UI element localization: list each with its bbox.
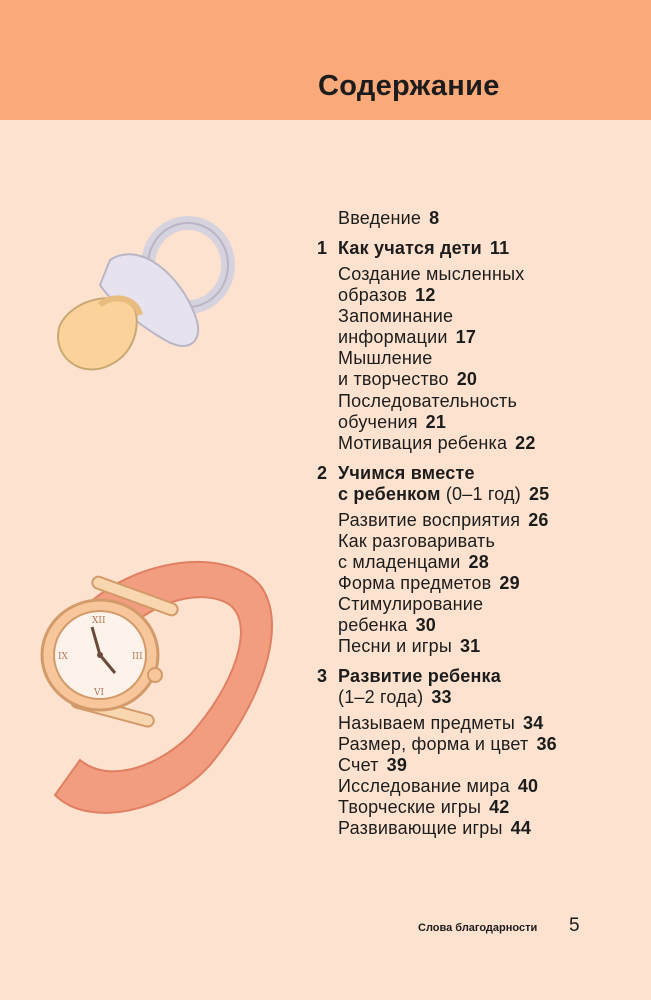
chapter-number: 2 (317, 463, 328, 483)
toc-chapter-3[interactable] (338, 666, 501, 708)
svg-text:VI: VI (94, 688, 105, 698)
toc-entry-page: 11 (489, 238, 510, 258)
toc-entry[interactable] (338, 433, 536, 454)
toc-entry-page: 25 (528, 484, 550, 504)
toc-entry-label: ребенка (338, 615, 408, 635)
toc-entry-label: Творческие игры (338, 797, 482, 817)
svg-text:IX: IX (58, 652, 68, 662)
chapter-title: Как учатся дети (338, 238, 482, 258)
toc-entry-page: 29 (499, 573, 520, 593)
chapter-number: 1 (317, 238, 328, 258)
toc-entry-page: 8 (429, 208, 440, 228)
toc-entry-page: 12 (415, 285, 436, 305)
toc-entry-label: и творчество (338, 369, 449, 389)
toc-entry[interactable] (338, 818, 531, 839)
svg-text:XII: XII (92, 616, 106, 626)
toc-entry-label: Мотивация ребенка (338, 433, 508, 453)
toc-entry-label: Форма предметов (338, 573, 492, 593)
toc-entry[interactable] (338, 573, 520, 594)
toc-entry-label: Называем предметы (338, 713, 516, 733)
toc-entry-label: Создание мысленных (338, 264, 525, 284)
toc-entry[interactable] (338, 734, 557, 755)
toc-entry-label: Запоминание (338, 306, 454, 326)
toc-entry-page: 30 (415, 615, 436, 635)
toc-entry[interactable] (338, 594, 483, 636)
toc-entry-label: Развивающие игры (338, 818, 503, 838)
toc-chapter-1[interactable] (338, 238, 509, 259)
chapter-number: 3 (317, 666, 328, 686)
toc-entry[interactable] (338, 391, 517, 433)
toc-entry[interactable] (338, 510, 549, 531)
svg-text:III: III (132, 652, 143, 662)
chapter-title: с ребенком (338, 484, 441, 504)
toc-entry-label: Развитие восприятия (338, 510, 521, 530)
toc-entry-page: 20 (456, 369, 478, 389)
toc-entry-page: 34 (523, 713, 544, 733)
toc-chapter-2[interactable] (338, 463, 549, 505)
toc-entry-page: 44 (510, 818, 532, 838)
toc-entry-label: образов (338, 285, 408, 305)
toc-entry[interactable] (338, 306, 476, 348)
toc-entry-label: Как разговаривать (338, 531, 496, 551)
chapter-title: Развитие ребенка (338, 666, 501, 686)
toc-entry-label: Стимулирование (338, 594, 484, 614)
toc-entry-label: обучения (338, 412, 418, 432)
toc-entry[interactable] (338, 636, 480, 657)
toc-entry-page: 22 (515, 433, 536, 453)
toc-entry-intro[interactable] (338, 208, 439, 229)
toc-entry[interactable] (338, 713, 543, 734)
pacifier-illustration (40, 205, 250, 405)
toc-entry-label: с младенцами (338, 552, 461, 572)
toc-entry-page: 36 (536, 734, 557, 754)
toc-entry-page: 39 (386, 755, 408, 775)
toc-entry-page: 21 (425, 412, 447, 432)
toc-entry-page: 26 (528, 510, 549, 530)
toc-entry-page: 42 (489, 797, 510, 817)
toc-entry-label: Исследование мира (338, 776, 510, 796)
footer-section-title: Слова благодарности (418, 922, 538, 934)
toc-entry[interactable] (338, 531, 495, 573)
toc-entry[interactable] (338, 348, 477, 390)
chapter-subtitle: (0–1 год) (445, 484, 521, 504)
chapter-title: Учимся вместе (338, 463, 475, 483)
toc-entry-label: информации (338, 327, 448, 347)
toc-entry[interactable] (338, 755, 407, 776)
toc-entry-label: Последовательность (338, 391, 518, 411)
toc-entry-page: 17 (455, 327, 477, 347)
toc-entry[interactable] (338, 797, 510, 818)
page-title: Содержание (318, 70, 500, 102)
page-number: 5 (569, 915, 580, 936)
toc-entry-label: Счет (338, 755, 379, 775)
chapter-subtitle: (1–2 года) (338, 687, 424, 707)
toc-entry-label: Размер, форма и цвет (338, 734, 529, 754)
toc-entry[interactable] (338, 264, 524, 306)
toc-entry-page: 28 (468, 552, 489, 572)
toc-entry-label: Мышление (338, 348, 433, 368)
toc-entry[interactable] (338, 776, 538, 797)
toc-entry-label: Введение (338, 208, 422, 228)
toc-entry-label: Песни и игры (338, 636, 452, 656)
toc-entry-page: 33 (431, 687, 452, 707)
toc-entry-page: 40 (517, 776, 539, 796)
wristwatch-illustration (30, 545, 280, 835)
toc-entry-page: 31 (459, 636, 481, 656)
